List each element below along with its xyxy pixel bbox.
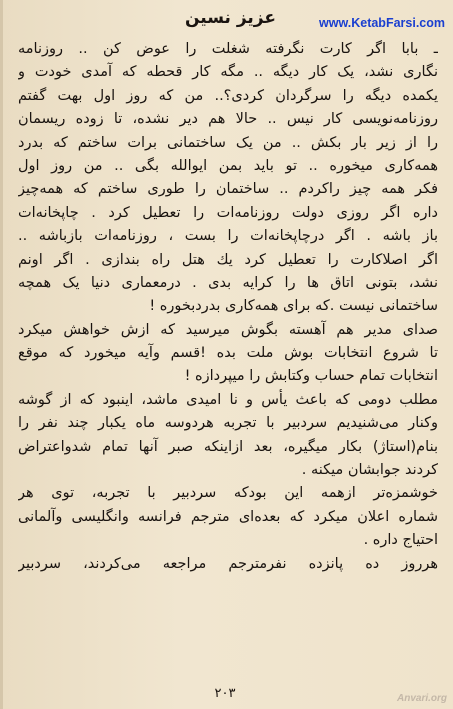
running-head-author: عزیز نسین (185, 8, 276, 28)
text-line: تا شروع انتخابات بوش ملت بده !قسم وآیه میخورد که موقع (18, 345, 438, 362)
text-line: خوشمزه‌تر ازهمه این بودکه سردبیر با تجربه، توی هر (18, 485, 438, 502)
text-line: داره اگر روزی دولت روزنامه‌ات را تعطیل کرد . چاپخانه‌ات (18, 204, 438, 221)
text-line: مطلب دومی که باعث یأس و نا امیدی ماشد، اینبود که از گوشه (18, 391, 438, 408)
corner-watermark: Anvari.org (396, 693, 447, 704)
text-line: کردند جوابشان میکنه . (301, 462, 438, 479)
text-line: یکمده دیگه را سرگردان کردی؟.. من که روز اول بهت گفتم (18, 87, 438, 104)
body-text (18, 38, 438, 576)
text-line: هرروز ده پانزده نفرمترجم مراجعه می‌کردند، سردبیر (18, 555, 438, 572)
text-line: ـ بابا اگر کارت نگرفته شغلت را عوض کن .. روزنامه (18, 41, 438, 57)
text-line: نگاری نشد، یک کار دیگه .. مگه کار قحطه که آمدی خودت و (18, 64, 438, 81)
text-line: بنام(استاژ) بکار میگیره، بعد ازاینکه صبر آنها تمام شدواعتراض (18, 438, 438, 455)
text-line: وکنار می‌شنیدیم سردبیر با تجربه هردوسه ماه یکبار چند نفر را (18, 415, 438, 432)
text-line: شماره اعلان میکرد که بعده‌ای مترجم فرانسه وانگلیسی وآلمانی (18, 508, 438, 525)
text-line: فکر همه چیز راکردم .. ساختمان را طوری ساختم که همه‌چیز (18, 181, 438, 198)
site-watermark-link[interactable]: www.KetabFarsi.com (319, 16, 445, 30)
text-line: را از زیر بار بکش .. من یک ساختمانی برات ساختم که بدرد (18, 134, 438, 151)
text-line: ساختمانی نیست .که برای همه‌کاری بدردبخوره ! (149, 298, 438, 315)
text-line: روزنامه‌نویسی کار نیس .. حالا هم دیر نشده، تا زوده ریسمان (18, 111, 438, 128)
page-number: ۲۰۳ (214, 686, 236, 701)
paper-edge (0, 0, 3, 709)
text-line: همه‌کاری میخوره .. تو باید بمن ایوالله بگی .. من روز اول (18, 157, 438, 174)
page-header (0, 4, 453, 38)
text-line: انتخابات تمام حساب وکتابش را میپردازه ! (184, 368, 438, 385)
text-line: اگر اصلاکارت را تعطیل کرد یك هتل راه بندازی . اگر اونم (18, 251, 438, 268)
text-line: صدای مدیر هم آهسته بگوش میرسید که ازش خواهش میکرد (18, 321, 438, 338)
text-line: احتیاج داره . (363, 532, 438, 549)
text-line: باز باشه . اگر درچاپخانه‌ات را بست ، روزنامه‌ات بازباشه .. (18, 228, 438, 245)
text-line: نشد، بتونی اتاق ها را کرایه بدی . درمعماری دنیا یک همچه (18, 274, 438, 291)
